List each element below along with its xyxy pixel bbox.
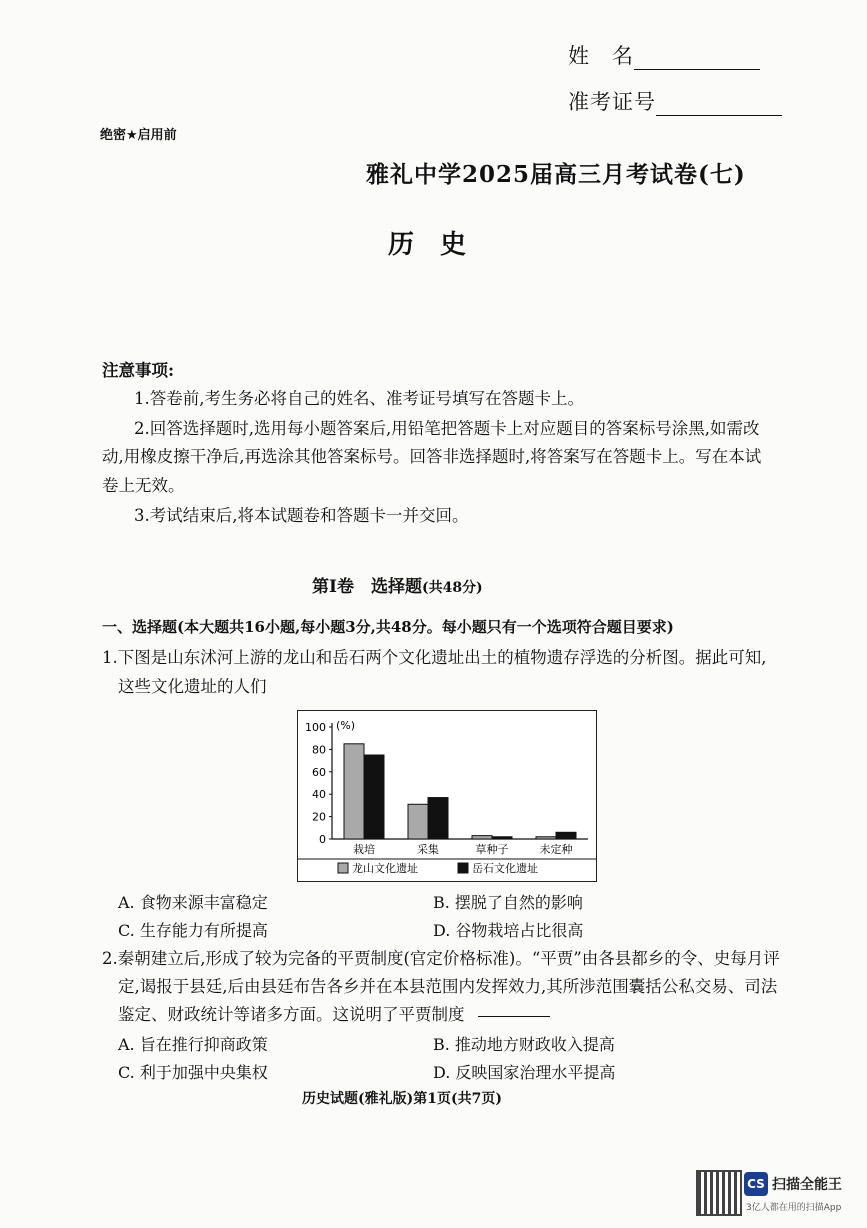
q1-option-d[interactable]: D. 谷物栽培占比很高 [433,921,584,940]
section-title: 第Ⅰ卷 选择题 [312,577,422,597]
notice-item-1: 1.答卷前,考生务必将自己的姓名、准考证号填写在答题卡上。 [134,389,584,408]
q2-option-a[interactable]: A. 旨在推行抑商政策 [118,1035,268,1054]
bar [364,755,384,839]
y-tick-label: 40 [312,788,326,802]
y-tick-label: 20 [312,810,326,824]
bar-chart [298,711,596,881]
qr-code-icon [696,1170,742,1216]
bar [408,804,428,839]
notice-item-2-line-2: 动,用橡皮擦干净后,再选涂其他答案标号。回答非选择题时,将答案写在答题卡上。写在本试 [102,447,762,466]
y-tick-label: 0 [319,833,326,846]
q2-option-d[interactable]: D. 反映国家治理水平提高 [433,1063,616,1082]
notice-item-2-line-1: 2.回答选择题时,选用每小题答案后,用铅笔把答题卡上对应题目的答案标号涂黑,如需改 [134,419,760,438]
name-label: 姓 名 [568,44,634,68]
legend-label: 龙山文化遗址 [352,862,418,875]
section-instruction: 一、选择题(本大题共16小题,每小题3分,共48分。每小题只有一个选项符合题目要求) [102,618,674,636]
legend-label: 岳石文化遗址 [472,862,538,875]
notice-title: 注意事项: [102,361,175,380]
name-field [568,40,760,70]
bar [344,744,364,839]
camscanner-logo-icon: CS [744,1172,768,1196]
watermark-sub: 3亿人都在用的扫描App [746,1203,842,1213]
bar [472,836,492,839]
y-tick-label: 80 [312,743,326,757]
q2-option-c[interactable]: C. 利于加强中央集权 [118,1063,268,1082]
y-tick-label: 60 [312,765,326,779]
subject-title: 历 史 [388,230,467,260]
q1-option-c[interactable]: C. 生存能力有所提高 [118,921,268,940]
bar [492,837,512,839]
q1-chart [297,710,597,882]
watermark-name: 扫描全能王 [772,1177,842,1193]
page-footer: 历史试题(雅礼版)第1页(共7页) [302,1091,502,1107]
q1-option-b[interactable]: B. 摆脱了自然的影响 [433,893,583,912]
id-label: 准考证号 [568,90,656,114]
legend-swatch [458,863,468,873]
y-unit-label: (%) [336,719,356,732]
legend-swatch [338,863,348,873]
q2-answer-blank[interactable] [478,1016,550,1017]
q2-option-b[interactable]: B. 推动地方财政收入提高 [433,1035,615,1054]
q1-option-a[interactable]: A. 食物来源丰富稳定 [118,893,268,912]
section-score: (共48分) [421,580,483,596]
x-tick-label: 栽培 [353,843,375,856]
y-tick-label: 100 [305,721,326,734]
name-blank-line[interactable] [634,47,760,70]
bar [556,832,576,839]
bar [536,837,556,839]
x-tick-label: 采集 [417,843,439,856]
q2-stem-line-3: 鉴定、财政统计等诸多方面。这说明了平贾制度 [118,1005,465,1024]
x-tick-label: 未定种 [539,843,573,856]
exam-title: 雅礼中学2025届高三月考试卷(七) [366,161,746,188]
x-tick-label: 草种子 [475,843,509,856]
q2-stem-line-1: 2.秦朝建立后,形成了较为完备的平贾制度(官定价格标准)。“平贾”由各县都乡的令、史每月评 [102,949,780,968]
q1-stem-line-2: 这些文化遗址的人们 [118,677,267,696]
id-blank-line[interactable] [656,93,782,116]
q1-stem-line-1: 1.下图是山东沭河上游的龙山和岳石两个文化遗址出土的植物遗存浮选的分析图。据此可知, [102,648,767,667]
section-heading [312,572,483,597]
notice-item-2-line-3: 卷上无效。 [102,476,185,495]
id-field [568,86,782,116]
q2-stem-line-2: 定,谒报于县廷,后由县廷布告各乡并在本县范围内发挥效力,其所涉范围囊括公私交易、司法 [118,977,778,996]
bar [428,798,448,839]
secret-label: 绝密★启用前 [100,128,177,143]
notice-item-3: 3.考试结束后,将本试题卷和答题卡一并交回。 [134,506,469,525]
